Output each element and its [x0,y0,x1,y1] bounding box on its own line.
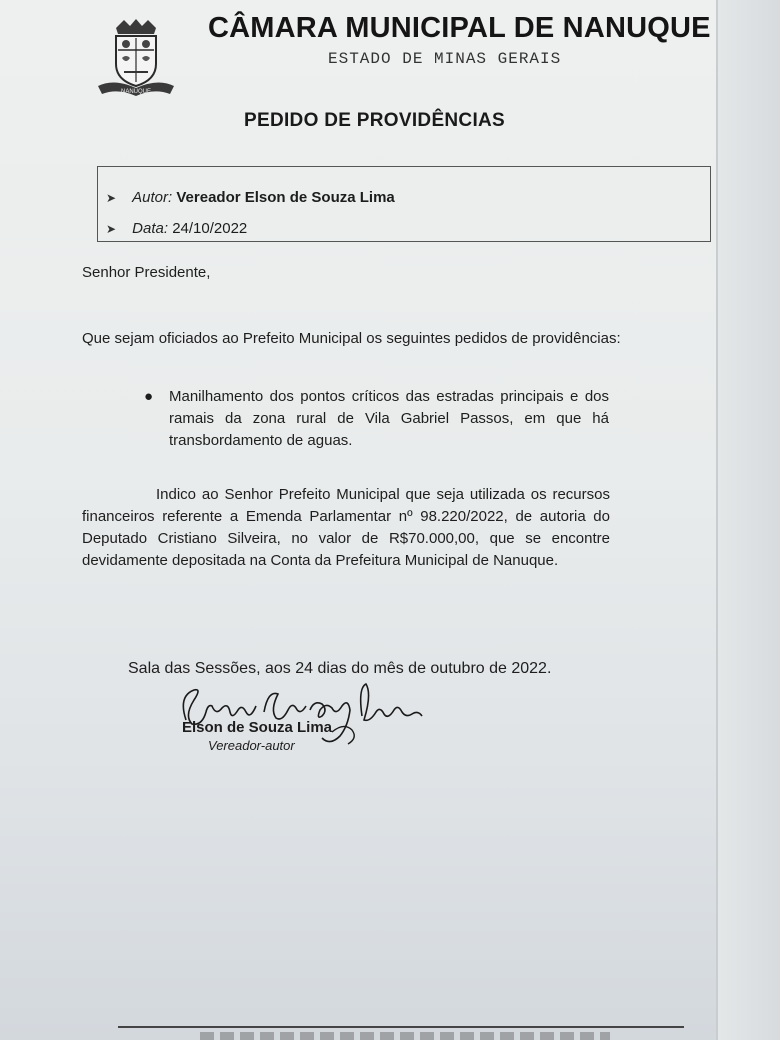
signer-name: Elson de Souza Lima [182,719,333,736]
footer-address-cutoff [200,1032,610,1040]
author-line [106,189,395,206]
crest-ribbon-text: NANUQUE [120,89,152,95]
author-value: Vereador Elson de Souza Lima [176,189,395,206]
date-label: Data: [132,220,169,237]
author-info-box [97,166,711,242]
signer-role: Vereador-autor [208,738,295,753]
page-edge [716,0,718,1040]
footer-rule [118,1026,684,1028]
arrowhead-bullet-icon: ➤ [106,222,117,236]
greeting: Senhor Presidente, [82,264,211,281]
institution-title: CÂMARA MUNICIPAL DE NANUQUE [208,12,711,44]
coat-of-arms-icon [94,18,178,98]
document-title: PEDIDO DE PROVIDÊNCIAS [244,110,506,131]
dot-bullet-icon: ● [144,388,154,405]
bullet-item: Manilhamento dos pontos críticos das estradas principais e dos ramais da zona rural de Vila Gabriel Passos, em que há transbordamento de aguas. [169,388,609,449]
page-background-strip [718,0,780,1040]
indication-paragraph: Indico ao Senhor Prefeito Municipal que seja utilizada os recursos financeiros referente a Emenda Parlamentar nº 98.220/2022, de autoria do Deputado Cristiano Silveira, no valor de R$70.000,00, que se encontre devidamente depositada na Conta da Prefeitura Municipal de Nanuque. [82,486,610,569]
arrowhead-bullet-icon: ➤ [106,191,117,205]
closing-line: Sala das Sessões, aos 24 dias do mês de outubro de 2022. [128,660,552,677]
date-value: 24/10/2022 [172,220,248,237]
institution-subtitle: ESTADO DE MINAS GERAIS [328,50,562,68]
author-label: Autor: [132,189,173,206]
handwritten-signature [172,676,428,756]
date-line [106,220,247,237]
intro-text: Que sejam oficiados ao Prefeito Municipal os seguintes pedidos de providências: [82,330,621,347]
